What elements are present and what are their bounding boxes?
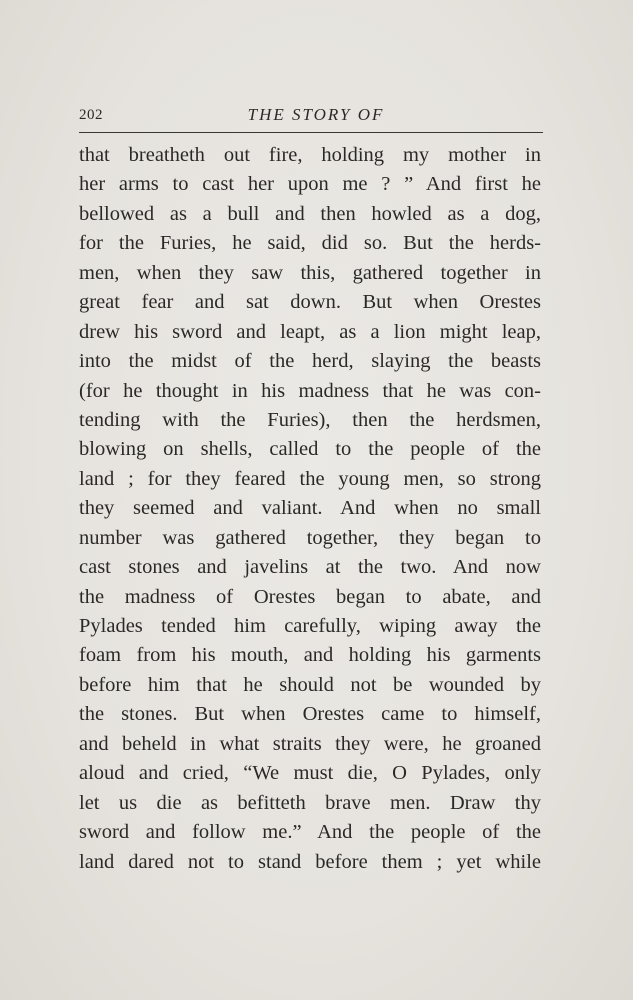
text-line: and beheld in what straits they were, he groaned xyxy=(79,732,541,755)
text-line: tending with the Furies), then the herdsmen, xyxy=(79,408,541,431)
text-line: land ; for they feared the young men, so strong xyxy=(79,467,541,490)
text-line: that breatheth out fire, holding my mother in xyxy=(79,144,541,166)
body-text xyxy=(79,141,541,877)
page-header xyxy=(79,103,543,129)
text-line: number was gathered together, they began to xyxy=(79,526,541,549)
text-line: Pylades tended him carefully, wiping away the xyxy=(79,615,541,637)
text-line: before him that he should not be wounded by xyxy=(79,673,541,696)
text-line: men, when they saw this, gathered together in xyxy=(79,261,541,284)
text-line: blowing on shells, called to the people of the xyxy=(79,438,541,461)
header-rule xyxy=(79,132,543,133)
text-line: sword and follow me.” And the people of the xyxy=(79,821,541,844)
text-line: they seemed and valiant. And when no small xyxy=(79,497,541,520)
text-line: bellowed as a bull and then howled as a dog, xyxy=(79,202,541,225)
text-line: the madness of Orestes began to abate, and xyxy=(79,585,541,608)
text-line: aloud and cried, “We must die, O Pylades, only xyxy=(79,762,541,785)
text-line: drew his sword and leapt, as a lion might leap, xyxy=(79,320,541,343)
running-head: THE STORY OF xyxy=(247,105,385,124)
text-line: land dared not to stand before them ; yet while xyxy=(79,850,541,873)
text-line: let us die as befitteth brave men. Draw thy xyxy=(79,791,541,814)
text-line: for the Furies, he said, did so. But the herds- xyxy=(79,232,541,255)
text-line: great fear and sat down. But when Orestes xyxy=(79,291,541,314)
text-line: (for he thought in his madness that he was con- xyxy=(79,379,541,402)
page-number: 202 xyxy=(79,107,103,123)
text-line: cast stones and javelins at the two. And now xyxy=(79,556,541,579)
text-line: foam from his mouth, and holding his garments xyxy=(79,644,541,667)
text-line: into the midst of the herd, slaying the beasts xyxy=(79,350,541,373)
text-line: the stones. But when Orestes came to himself, xyxy=(79,703,541,726)
text-line: her arms to cast her upon me ? ” And first he xyxy=(79,173,541,196)
